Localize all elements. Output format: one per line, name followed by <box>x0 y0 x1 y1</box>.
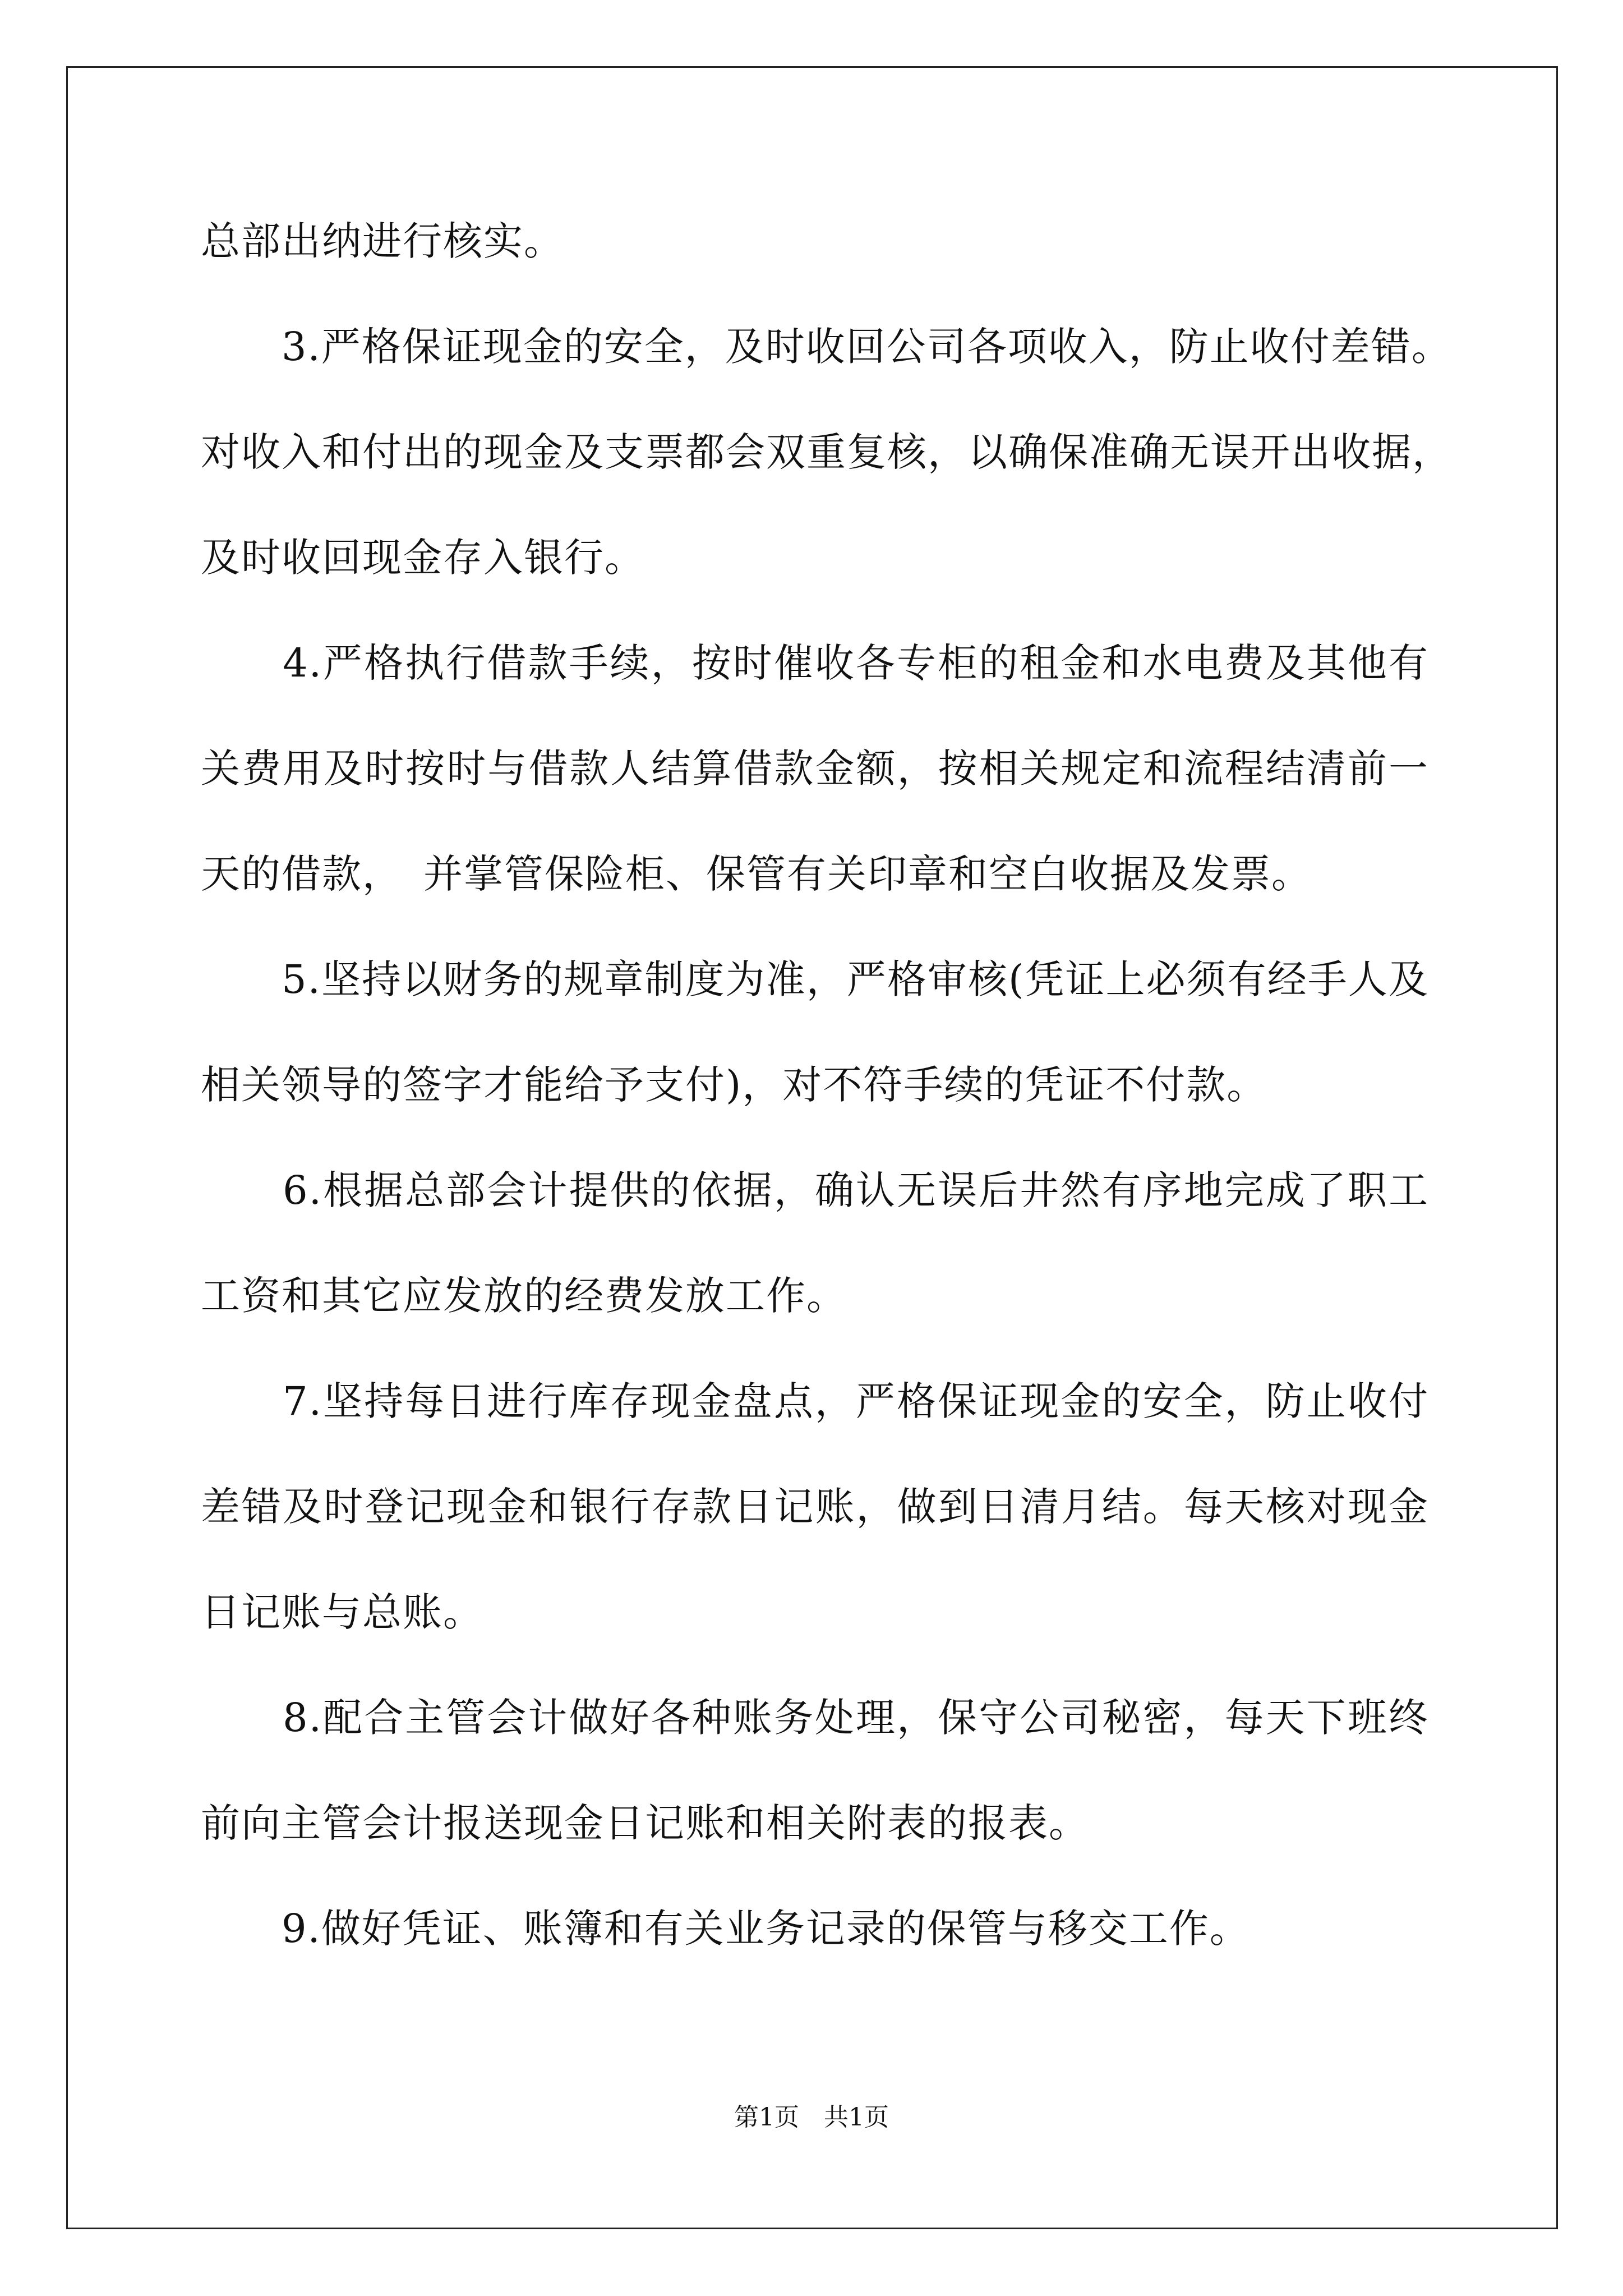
text-line: 4.严格执行借款手续，按时催收各专柜的租金和水电费及其他有 <box>201 640 1429 686</box>
text-line: 对收入和付出的现金及支票都会双重复核，以确保准确无误开出收据， <box>201 429 1453 475</box>
text-line: 总部出纳进行核实。 <box>201 218 564 264</box>
text-line: 3.严格保证现金的安全，及时收回公司各项收入，防止收付差错。 <box>201 324 1452 370</box>
text-line: 工资和其它应发放的经费发放工作。 <box>201 1273 847 1319</box>
text-line: 9.做好凭证、账簿和有关业务记录的保管与移交工作。 <box>201 1906 1250 1952</box>
text-line: 关费用及时按时与借款人结算借款金额，按相关规定和流程结清前一 <box>201 746 1429 792</box>
text-line: 相关领导的签字才能给予支付)，对不符手续的凭证不付款。 <box>201 1062 1267 1108</box>
page-footer: 第1页 共1页 <box>734 2103 889 2132</box>
text-line: 天的借款， 并掌管保险柜、保管有关印章和空白收据及发票。 <box>201 851 1312 897</box>
text-line: 日记账与总账。 <box>201 1589 483 1635</box>
text-line: 8.配合主管会计做好各种账务处理，保守公司秘密，每天下班终 <box>201 1695 1429 1741</box>
text-line: 差错及时登记现金和银行存款日记账，做到日清月结。每天核对现金 <box>201 1484 1429 1530</box>
text-line: 前向主管会计报送现金日记账和相关附表的报表。 <box>201 1800 1089 1846</box>
text-line: 及时收回现金存入银行。 <box>201 535 645 581</box>
text-line: 5.坚持以财务的规章制度为准，严格审核(凭证上必须有经手人及 <box>201 956 1429 1002</box>
text-line: 7.坚持每日进行库存现金盘点，严格保证现金的安全，防止收付 <box>201 1378 1429 1424</box>
text-line: 6.根据总部会计提供的依据，确认无误后井然有序地完成了职工 <box>201 1167 1429 1213</box>
